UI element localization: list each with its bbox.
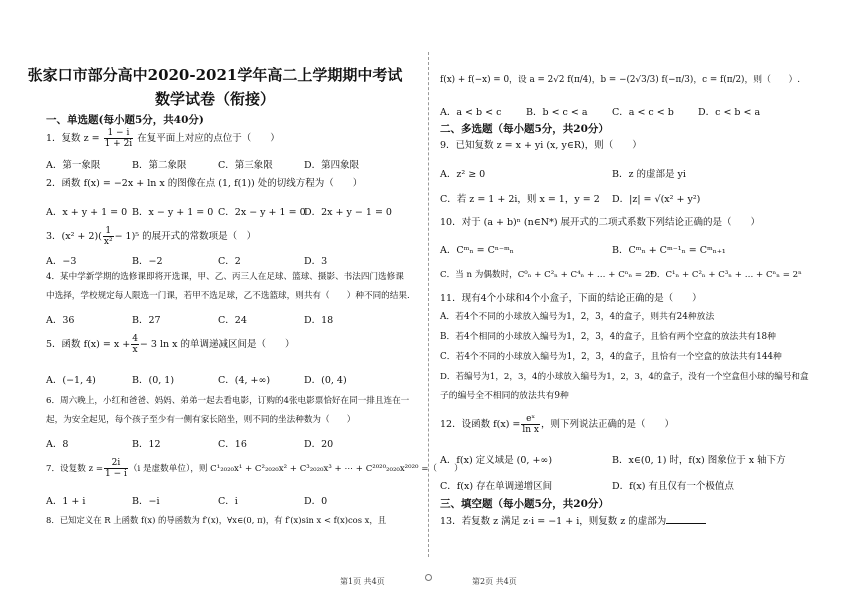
question-10: 10．对于 (a + b)ⁿ (n∈N*) 展开式的二项式系数下列结论正确的是（ ） — [440, 217, 761, 228]
section-multiple-choice: 二、多选题（每小题5分，共20分） — [440, 123, 609, 135]
option[interactable]: D．f(x) 有且仅有一个极值点 — [612, 481, 734, 492]
option[interactable]: B．z 的虚部是 yi — [612, 169, 686, 180]
option[interactable]: B．x∈(0, 1) 时，f(x) 图象位于 x 轴下方 — [612, 455, 786, 466]
option[interactable]: B．−i — [132, 496, 160, 507]
option[interactable]: C．a < c < b — [612, 107, 674, 118]
option[interactable]: B．Cᵐₙ + Cᵐ⁻¹ₙ = Cᵐₙ₊₁ — [612, 245, 726, 256]
option[interactable]: B．(0, 1) — [132, 375, 175, 386]
question-7: 7．设复数 z = $\frac{2i}{1 - i}$ （i 是虚数单位），则 C¹₂₀₂₀x¹ + C²₂₀₂₀x² + C³₂₀₂₀x³ + ⋯ + C²⁰²⁰₂₀₂₀x²⁰²⁰ =（ ） — [46, 458, 463, 479]
question-2: 2．函数 f(x) = −2x + ln x 的图像在点 (1, f(1)) 处的切线方程为（ ） — [46, 178, 363, 189]
option[interactable]: D．18 — [304, 315, 334, 326]
column-divider — [428, 52, 429, 557]
question-4-line-2: 中选择，学校规定每人限选一门课，若甲不选足球，乙不选篮球，则共有（ ）种不同的结果. — [46, 291, 410, 301]
question-5: 5．函数 f(x) = x + $\frac{4}{x}$ − 3 ln x 的单调递减区间是（ ） — [46, 334, 295, 355]
question-13: 13．若复数 z 满足 z·i = −1 + i，则复数 z 的虚部为 — [440, 514, 706, 528]
option[interactable]: D．C¹ₙ + C²ₙ + C³ₙ + … + Cⁿₙ = 2ⁿ — [650, 270, 802, 280]
question-11-option-d[interactable]: D．若编号为1，2，3，4的小球放入编号为1，2，3，4的盒子，没有一个空盒但小球的编号和盒 — [440, 372, 809, 382]
option[interactable]: D．20 — [304, 439, 334, 450]
question-4-line-1: 4．某中学新学期的选修课即将开选课，甲、乙、丙三人在足球、篮球、摄影、书法四门选修课 — [46, 272, 404, 282]
option[interactable]: C．若 z = 1 + 2i，则 x = 1，y = 2 — [440, 194, 600, 205]
option[interactable]: D．c < b < a — [698, 107, 761, 118]
right-page — [430, 0, 860, 607]
option[interactable]: D．0 — [304, 496, 328, 507]
option[interactable]: C．i — [218, 496, 238, 507]
option[interactable]: B．27 — [132, 315, 161, 326]
option[interactable]: D．3 — [304, 256, 328, 267]
question-11-option-b[interactable]: B．若4个相同的小球放入编号为1，2，3，4的盒子，且恰有两个空盒的放法共有18种 — [440, 332, 776, 342]
question-6-line-2: 起，为安全起见，每个孩子至少有一侧有家长陪坐，则不同的坐法种数为（ ） — [46, 415, 356, 425]
option[interactable]: A．a < b < c — [440, 107, 502, 118]
page-title: 张家口市部分高中2020-2021学年高二上学期期中考试 — [27, 66, 403, 84]
option[interactable]: A．8 — [46, 439, 69, 450]
center-mark-icon — [425, 574, 432, 581]
option[interactable]: B．b < c < a — [526, 107, 588, 118]
option[interactable]: A．(−1, 4) — [46, 375, 96, 386]
question-8-continued: f(x) + f(−x) = 0，设 a = 2√2 f(π/4)，b = −(2√3/3) f(−π/3)，c = f(π/2)，则（ ）. — [440, 75, 801, 85]
option[interactable]: C．f(x) 存在单调递增区间 — [440, 481, 553, 492]
option[interactable]: C．16 — [218, 439, 247, 450]
option[interactable]: C．当 n 为偶数时，C⁰ₙ + C²ₙ + C⁴ₙ + … + Cⁿₙ = 2ⁿ — [440, 270, 655, 280]
option[interactable]: C．24 — [218, 315, 247, 326]
page-number-left: 第1页 共4页 — [340, 577, 385, 586]
question-1: 1．复数 z = $\frac{1 - i}{1 + 2i}$ 在复平面上对应的点位于（ ） — [46, 128, 280, 149]
question-12: 12．设函数 f(x) = $\frac{\text{eˣ}}{\text{ln x}}$ ，则下列说法正确的是（ ） — [440, 414, 675, 435]
option[interactable]: D．(0, 4) — [304, 375, 347, 386]
option[interactable]: A．36 — [46, 315, 75, 326]
option[interactable]: A．f(x) 定义域是 (0, +∞) — [440, 455, 553, 466]
question-11: 11．现有4个小球和4个小盒子，下面的结论正确的是（ ） — [440, 293, 702, 304]
option[interactable]: B．x − y + 1 = 0 — [132, 207, 214, 218]
option[interactable]: A．−3 — [46, 256, 77, 267]
option[interactable]: A．z² ≥ 0 — [440, 169, 486, 180]
option[interactable]: A．第一象限 — [46, 160, 101, 171]
option[interactable]: C．第三象限 — [218, 160, 273, 171]
question-11-option-d-cont: 子的编号全不相同的放法共有9种 — [440, 391, 569, 401]
option[interactable]: A．x + y + 1 = 0 — [46, 207, 128, 218]
question-11-option-a[interactable]: A．若4个不同的小球放入编号为1，2，3，4的盒子，则共有24种放法 — [440, 312, 715, 322]
option[interactable]: B．−2 — [132, 256, 163, 267]
section-single-choice: 一、单选题(每小题5分，共40分) — [46, 114, 204, 126]
section-fill-in: 三、填空题（每小题5分，共20分） — [440, 498, 609, 510]
question-9: 9．已知复数 z = x + yi (x, y∈R)，则（ ） — [440, 140, 642, 151]
option[interactable]: D．|z| = √(x² + y²) — [612, 194, 701, 205]
question-11-option-c[interactable]: C．若4个不同的小球放入编号为1，2，3，4的盒子，且恰有一个空盒的放法共有144种 — [440, 352, 782, 362]
option[interactable]: D．第四象限 — [304, 160, 360, 171]
question-3: 3．(x² + 2)( $\frac{1}{\text{x²}}$ − 1)⁵ 的展开式的常数项是（ ） — [46, 226, 257, 247]
option[interactable]: A．1 + i — [46, 496, 86, 507]
question-8: 8．已知定义在 R 上函数 f(x) 的导函数为 f′(x)，∀x∈(0, π)，有 f′(x)sin x < f(x)cos x，且 — [46, 515, 387, 525]
option[interactable]: A．Cᵐₙ = Cⁿ⁻ᵐₙ — [440, 245, 514, 256]
question-6-line-1: 6．周六晚上，小红和爸爸、妈妈、弟弟一起去看电影，订购的4张电影票恰好在同一排且连在一 — [46, 396, 410, 406]
option[interactable]: C．(4, +∞) — [218, 375, 271, 386]
option[interactable]: C．2 — [218, 256, 241, 267]
option[interactable]: B．第二象限 — [132, 160, 187, 171]
page-subtitle: 数学试卷（衔接） — [154, 90, 275, 108]
page-number-right: 第2页 共4页 — [472, 577, 517, 586]
option[interactable]: C．2x − y + 1 = 0 — [218, 207, 306, 218]
option[interactable]: B．12 — [132, 439, 161, 450]
option[interactable]: D．2x + y − 1 = 0 — [304, 207, 392, 218]
answer-blank[interactable] — [666, 514, 706, 524]
